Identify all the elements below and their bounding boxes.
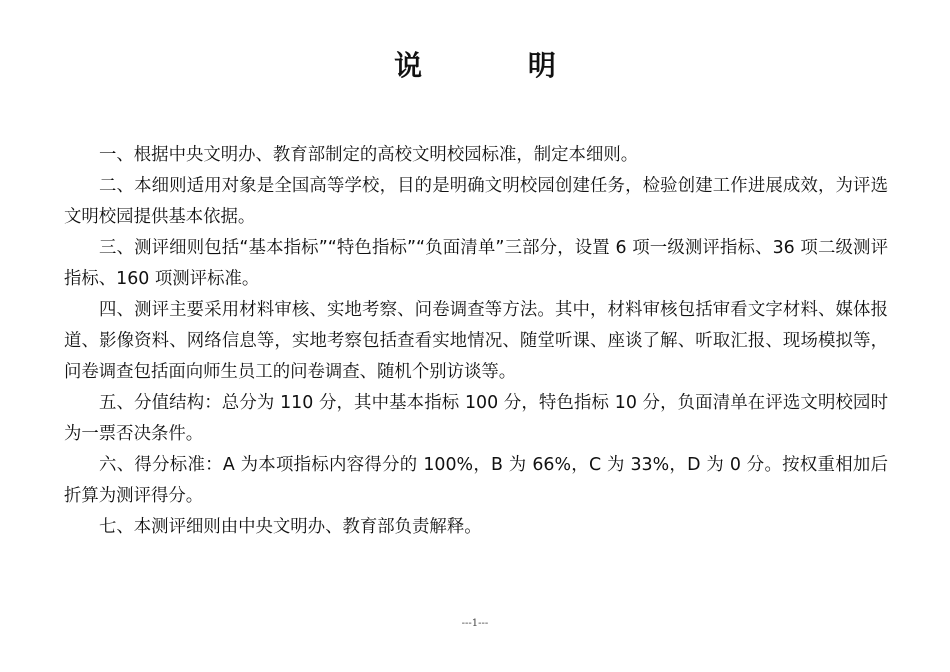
paragraph-6: 六、得分标准：A 为本项指标内容得分的 100%，B 为 66%，C 为 33%，D 为 0 分。按权重相加后折算为测评得分。 [64,455,888,506]
document-body [64,140,888,543]
page-title: 说 明 [394,49,604,82]
page-number: ---1--- [461,618,489,629]
paragraph-1: 一、根据中央文明办、教育部制定的高校文明校园标准，制定本细则。 [99,145,639,165]
paragraph-7: 七、本测评细则由中央文明办、教育部负责解释。 [99,517,482,537]
paragraph-3: 三、测评细则包括“基本指标”“特色指标”“负面清单”三部分，设置 6 项一级测评指标、36 项二级测评指标、160 项测评标准。 [64,238,888,289]
paragraph-5: 五、分值结构：总分为 110 分，其中基本指标 100 分，特色指标 10 分，负面清单在评选文明校园时为一票否决条件。 [64,393,888,444]
paragraph-2: 二、本细则适用对象是全国高等学校，目的是明确文明校园创建任务，检验创建工作进展成效，为评选文明校园提供基本依据。 [64,176,888,227]
paragraph-4: 四、测评主要采用材料审核、实地考察、问卷调查等方法。其中，材料审核包括审看文字材料、媒体报道、影像资料、网络信息等，实地考察包括查看实地情况、随堂听课、座谈了解、听取汇报、现场模拟等，问卷调查包括面向师生员工的问卷调查、随机个别访谈等。 [64,300,888,382]
